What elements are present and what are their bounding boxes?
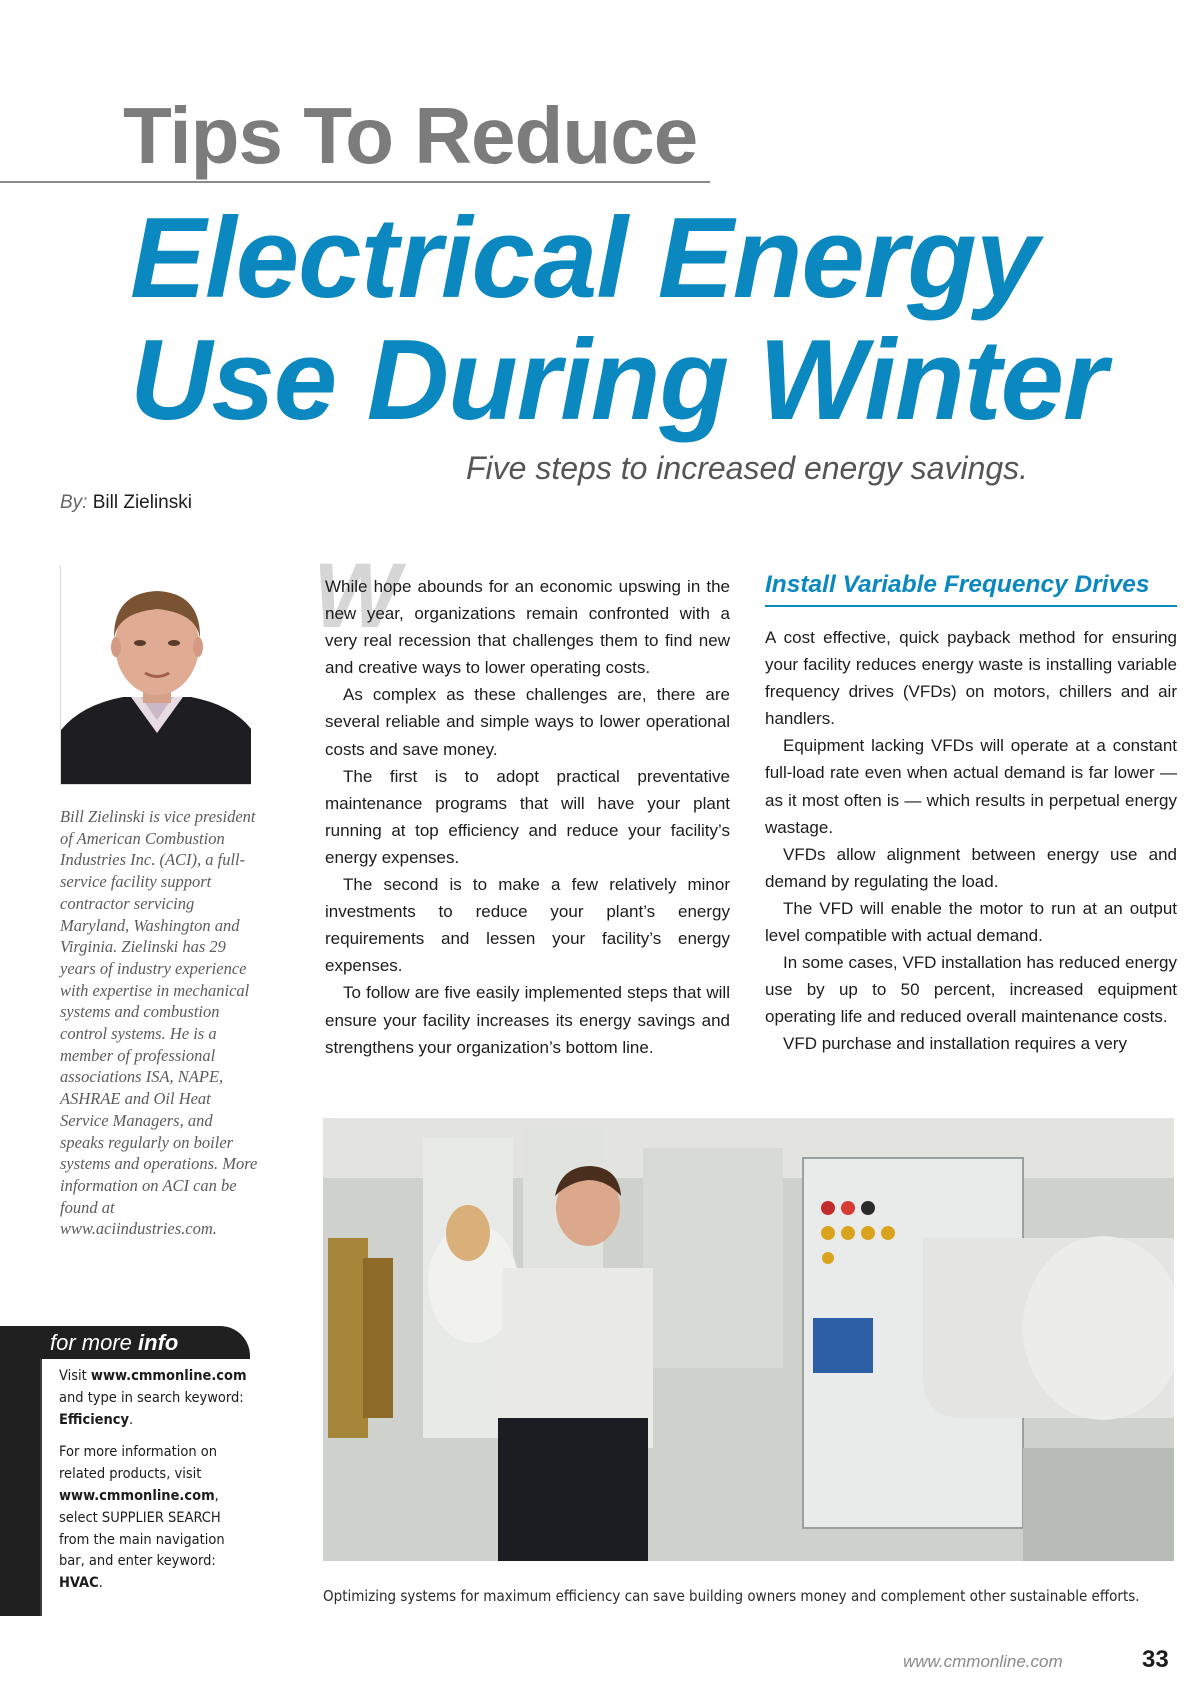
headline: [130, 195, 1190, 444]
article-column-1: [325, 573, 730, 1061]
headline-line-2: Use During Winter: [130, 317, 1107, 444]
feature-photo: [323, 1118, 1174, 1561]
info-link-2[interactable]: www.cmmonline.com: [59, 1487, 215, 1504]
info-link-1[interactable]: www.cmmonline.com: [90, 1368, 247, 1384]
paragraph: The second is to make a few relatively minor investments to reduce your plant’s energy requirements and lessen your facility’s energy expenses.: [325, 875, 730, 976]
article-column-2: [765, 624, 1177, 1058]
info-box-title: for more info: [50, 1330, 179, 1355]
author-bio: Bill Zielinski is vice president of American Combustion Industries Inc. (ACI), a full-service facility support contractor servicing Maryland, Washington and Virginia. Zielinski has 29 years of industry experience with expertise in mechanical systems and combustion control systems. He is a member of professional associations ISA, NAPE, ASHRAE and Oil Heat Service Managers, and speaks regularly on boiler systems and operations. More information on ACI can be found at www.aciindustries.com.: [60, 807, 258, 1239]
info-paragraph-1: Visit www.cmmonline.com and type in search keyword: Efficiency.: [59, 1368, 247, 1428]
paragraph: VFD purchase and installation requires a very: [783, 1034, 1127, 1054]
info-box-sidebar: [0, 1359, 42, 1616]
author-portrait-icon: [61, 565, 251, 785]
page-number: 33: [1142, 1646, 1169, 1673]
byline-author: Bill Zielinski: [92, 492, 192, 513]
paragraph: While hope abounds for an economic upswing in the new year, organizations remain confronted with a very real recession that challenges them to find new and creative ways to lower operating costs.: [325, 577, 730, 678]
drop-cap: W: [313, 545, 400, 647]
author-photo: [60, 565, 251, 785]
paragraph: VFDs allow alignment between energy use and demand by regulating the load.: [765, 844, 1177, 891]
kicker-title: Tips To Reduce: [123, 91, 698, 180]
headline-line-1: Electrical Energy: [130, 195, 1039, 322]
byline-label: By:: [60, 492, 88, 513]
deck-subtitle: Five steps to increased energy savings.: [466, 450, 1029, 486]
paragraph: In some cases, VFD installation has reduced energy use by up to 50 percent, increased equipment operating life and reduced overall maintenance costs.: [765, 953, 1177, 1027]
section-heading-rule: [765, 605, 1177, 607]
info-box-header: [0, 1326, 250, 1359]
paragraph: Equipment lacking VFDs will operate at a constant full-load rate even when actual demand is far lower — as it most often is — which results in perpetual energy wastage.: [765, 736, 1177, 837]
paragraph: A cost effective, quick payback method for ensuring your facility reduces energy waste is installing variable frequency drives (VFDs) on motors, chillers and air handlers.: [765, 628, 1177, 729]
paragraph: The first is to adopt practical preventative maintenance programs that will have your plant running at top efficiency and reduce your facility’s energy expenses.: [325, 766, 730, 867]
workers-control-panel-icon: [323, 1118, 1174, 1561]
paragraph: As complex as these challenges are, there are several reliable and simple ways to lower operational costs and save money.: [325, 685, 730, 759]
section-heading: Install Variable Frequency Drives: [765, 571, 1150, 598]
info-paragraph-2: For more information on related products, visit www.cmmonline.com, select SUPPLIER SEARCH from the main navigation bar, and enter keyword: HVAC.: [59, 1444, 225, 1592]
kicker-divider: [0, 181, 710, 183]
info-box-body: [59, 1366, 254, 1606]
footer-url[interactable]: www.cmmonline.com: [903, 1652, 1063, 1671]
paragraph: To follow are five easily implemented steps that will ensure your facility increases its energy savings and strengthens your organization’s bottom line.: [325, 983, 730, 1057]
photo-caption: Optimizing systems for maximum efficiency can save building owners money and complement other sustainable efforts.: [323, 1587, 1140, 1605]
paragraph: The VFD will enable the motor to run at an output level compatible with actual demand.: [765, 898, 1177, 946]
for-more-info-box: [0, 1326, 252, 1616]
byline: [60, 492, 192, 514]
